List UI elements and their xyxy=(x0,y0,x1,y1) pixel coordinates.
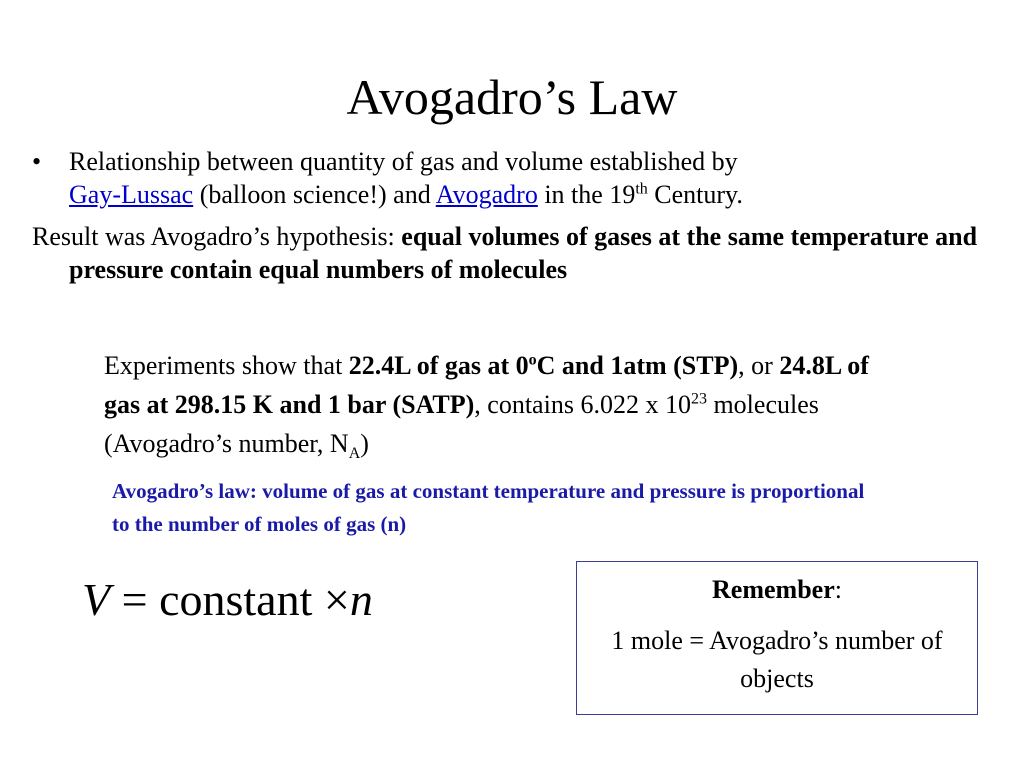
remember-heading xyxy=(577,574,977,606)
equation xyxy=(82,570,373,630)
exponent-superscript: 23 xyxy=(690,390,707,408)
stp-volume: 22.4L of gas at 0 xyxy=(348,351,529,380)
law-statement: Avogadro’s law: volume of gas at constant temperature and pressure is proportional to the number of moles of gas (n) xyxy=(112,479,865,536)
equation-times: × xyxy=(323,574,350,625)
avogadro-subscript: A xyxy=(348,445,361,463)
experiments-molecules: molecules (Avogadro’s number, N xyxy=(104,390,819,458)
equation-volume: V xyxy=(82,574,111,625)
bullet-marker: • xyxy=(32,147,42,176)
experiments-contains: , contains 6.022 x 10 xyxy=(474,390,691,419)
satp-condition: 24.8L of gas at 298.15 K and 1 bar (SATP) xyxy=(104,351,869,419)
remember-label: Remember xyxy=(712,575,835,604)
experiments-intro: Experiments show that xyxy=(104,351,343,380)
bullet-text-mid: (balloon science!) and xyxy=(199,180,431,209)
bullet-text-before: Relationship between quantity of gas and volume established by xyxy=(69,147,738,176)
gay-lussac-link[interactable]: Gay-Lussac xyxy=(69,180,194,209)
experiments-close: ) xyxy=(360,429,369,458)
experiments-text xyxy=(104,346,884,463)
equation-equals: = xyxy=(121,574,148,625)
result-lead: Result was Avogadro’s hypothesis: xyxy=(32,222,395,251)
bullet-text-after: in the 19 xyxy=(544,180,636,209)
bullet-text-end: Century. xyxy=(654,180,743,209)
result-hypothesis xyxy=(32,220,999,286)
experiments-or: , or xyxy=(738,351,773,380)
stp-condition xyxy=(349,351,738,380)
hypothesis-statement: equal volumes of gases at the same temperature and pressure contain equal numbers of molecules xyxy=(69,222,978,284)
degree-superscript: o xyxy=(528,351,537,369)
century-superscript: th xyxy=(635,180,648,198)
slide-title: Avogadro’s Law xyxy=(346,69,678,125)
avogadro-link[interactable]: Avogadro xyxy=(435,180,538,209)
remember-body: 1 mole = Avogadro’s number of objects xyxy=(611,626,943,693)
bullet-relationship xyxy=(32,145,992,211)
equation-constant: constant xyxy=(159,574,313,625)
remember-box xyxy=(576,561,978,715)
bullet-text xyxy=(69,145,992,211)
remember-colon: : xyxy=(834,575,842,604)
equation-moles: n xyxy=(349,574,373,625)
stp-condition-end: C and 1atm (STP) xyxy=(536,351,739,380)
